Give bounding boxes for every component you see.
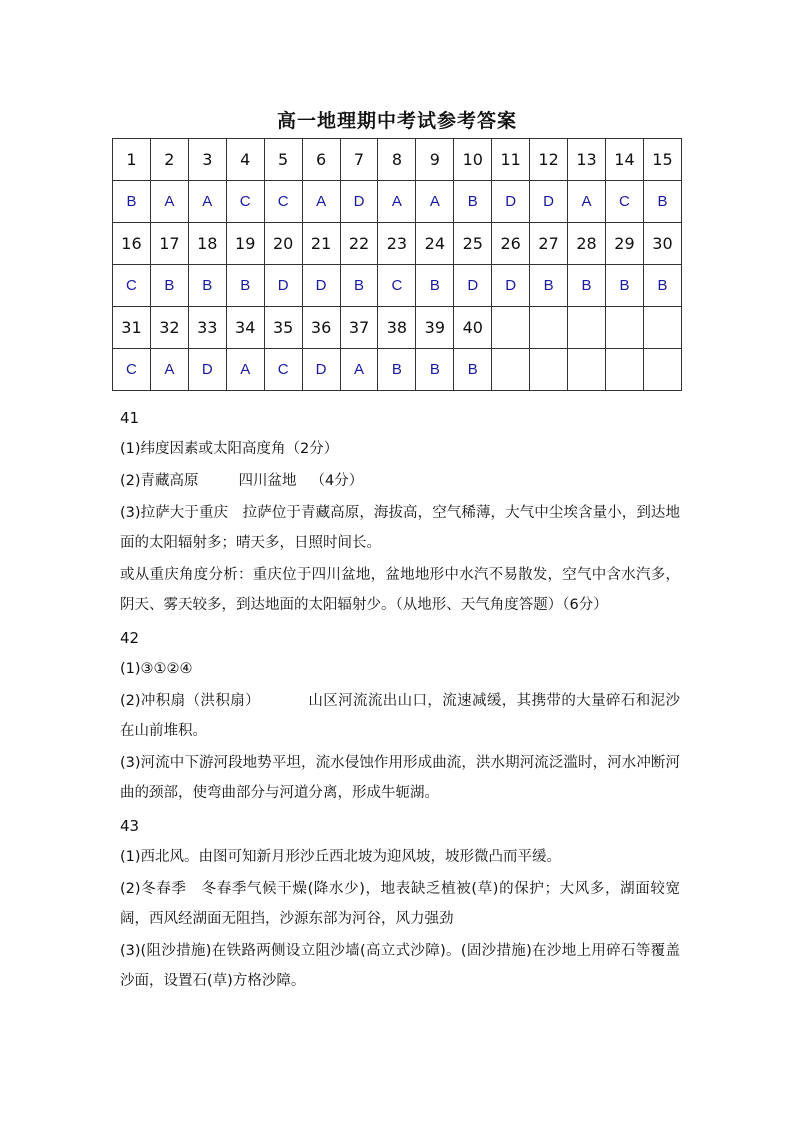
question-number-cell: 11: [492, 139, 530, 181]
answer-cell: C: [264, 181, 302, 223]
question-number-cell: 26: [492, 223, 530, 265]
question-number-cell: 27: [530, 223, 568, 265]
question-number-cell: 12: [530, 139, 568, 181]
answer-cell: D: [340, 181, 378, 223]
question-number-cell: 8: [378, 139, 416, 181]
question-number-row: [113, 139, 682, 181]
question-number-cell: 21: [302, 223, 340, 265]
question-number-cell: 4: [226, 139, 264, 181]
question-41-number: 41: [120, 409, 140, 427]
answer-cell: B: [643, 265, 681, 307]
question-number-cell: [568, 307, 606, 349]
question-number-row: [113, 223, 682, 265]
question-number-cell: 36: [302, 307, 340, 349]
answer-cell: C: [113, 265, 151, 307]
question-number-cell: 37: [340, 307, 378, 349]
answer-cell: B: [530, 265, 568, 307]
question-number-cell: 25: [454, 223, 492, 265]
answer-cell: D: [530, 181, 568, 223]
question-number-cell: 39: [416, 307, 454, 349]
q42-part2-b: 山区河流流出山口，流速减缓，其携带的大量碎石和泥沙在山前堆积。: [120, 693, 680, 739]
answer-cell: B: [226, 265, 264, 307]
page-title: 高一地理期中考试参考答案: [276, 110, 517, 132]
question-number-cell: 34: [226, 307, 264, 349]
q42-part3: (3)河流中下游河段地势平坦，流水侵蚀作用形成曲流，洪水期河流泛滥时，河水冲断河曲的颈部，使弯曲部分与河道分离，形成牛轭湖。: [120, 755, 680, 801]
answer-cell: D: [302, 349, 340, 391]
question-number-cell: 35: [264, 307, 302, 349]
question-number-cell: 9: [416, 139, 454, 181]
question-number-cell: 7: [340, 139, 378, 181]
question-number-cell: 6: [302, 139, 340, 181]
question-number-cell: 13: [568, 139, 606, 181]
answer-cell: [643, 349, 681, 391]
q43-part2: (2)冬春季 冬春季气候干燥(降水少)，地表缺乏植被(草)的保护；大风多，湖面较宽阔，西风经湖面无阻挡，沙源东部为河谷，风力强劲: [120, 881, 680, 927]
q41-part2-b: 四川盆地: [238, 473, 297, 489]
question-number-cell: 19: [226, 223, 264, 265]
answer-cell: D: [302, 265, 340, 307]
answer-row: [113, 265, 682, 307]
answer-cell: A: [150, 181, 188, 223]
q41-part2-c: （4分）: [310, 473, 364, 489]
question-number-cell: [605, 307, 643, 349]
question-number-cell: 38: [378, 307, 416, 349]
answer-row: [113, 349, 682, 391]
answer-cell: D: [188, 349, 226, 391]
answer-cell: B: [416, 349, 454, 391]
answer-cell: C: [264, 349, 302, 391]
question-number-cell: 29: [605, 223, 643, 265]
question-number-cell: 17: [150, 223, 188, 265]
question-number-cell: 24: [416, 223, 454, 265]
answer-cell: B: [378, 349, 416, 391]
q41-part3: (3)拉萨大于重庆 拉萨位于青藏高原，海拔高，空气稀薄，大气中尘埃含量小，到达地面的太阳辐射多；晴天多，日照时间长。: [120, 505, 680, 551]
answer-cell: A: [340, 349, 378, 391]
question-number-cell: 10: [454, 139, 492, 181]
question-number-cell: 22: [340, 223, 378, 265]
question-number-cell: 1: [113, 139, 151, 181]
question-number-cell: [492, 307, 530, 349]
answer-cell: B: [454, 349, 492, 391]
question-number-row: [113, 307, 682, 349]
answer-cell: A: [568, 181, 606, 223]
answer-cell: [492, 349, 530, 391]
answer-cell: B: [150, 265, 188, 307]
question-42-number: 42: [120, 629, 140, 647]
answer-cell: B: [643, 181, 681, 223]
answer-cell: D: [264, 265, 302, 307]
answer-cell: D: [492, 181, 530, 223]
question-number-cell: 5: [264, 139, 302, 181]
q41-part2: [120, 466, 680, 496]
question-number-cell: 30: [643, 223, 681, 265]
question-number-cell: 23: [378, 223, 416, 265]
answer-cell: C: [113, 349, 151, 391]
question-number-cell: 3: [188, 139, 226, 181]
answer-cell: B: [416, 265, 454, 307]
question-number-cell: 31: [113, 307, 151, 349]
answer-text: [120, 400, 680, 998]
answer-cell: A: [188, 181, 226, 223]
answer-cell: D: [454, 265, 492, 307]
question-number-cell: 14: [605, 139, 643, 181]
answer-cell: C: [226, 181, 264, 223]
answer-cell: [568, 349, 606, 391]
q41-part4: 或从重庆角度分析：重庆位于四川盆地，盆地地形中水汽不易散发，空气中含水汽多，阴天、雾天较多，到达地面的太阳辐射少。（从地形、天气角度答题）（6分）: [120, 567, 680, 613]
answer-cell: B: [340, 265, 378, 307]
question-number-cell: 33: [188, 307, 226, 349]
q41-part2-a: (2)青藏高原: [120, 473, 199, 489]
q42-part1: (1)③①②④: [120, 661, 193, 677]
question-number-cell: 28: [568, 223, 606, 265]
q42-part2-a: (2)冲积扇（洪积扇）: [120, 693, 260, 709]
question-number-cell: 16: [113, 223, 151, 265]
question-number-cell: 32: [150, 307, 188, 349]
q43-part1: (1)西北风。由图可知新月形沙丘西北坡为迎风坡，坡形微凸而平缓。: [120, 849, 562, 865]
answer-cell: A: [416, 181, 454, 223]
answer-cell: B: [454, 181, 492, 223]
answer-table: [112, 138, 682, 391]
answer-cell: D: [492, 265, 530, 307]
question-number-cell: 2: [150, 139, 188, 181]
answer-cell: A: [150, 349, 188, 391]
answer-cell: [605, 349, 643, 391]
answer-cell: [530, 349, 568, 391]
answer-cell: C: [378, 265, 416, 307]
answer-cell: C: [605, 181, 643, 223]
question-43-number: 43: [120, 817, 140, 835]
question-number-cell: 18: [188, 223, 226, 265]
answer-cell: A: [378, 181, 416, 223]
answer-cell: B: [568, 265, 606, 307]
q41-part1: (1)纬度因素或太阳高度角（2分）: [120, 441, 339, 457]
answer-row: [113, 181, 682, 223]
question-number-cell: 15: [643, 139, 681, 181]
question-number-cell: [643, 307, 681, 349]
answer-cell: B: [113, 181, 151, 223]
question-number-cell: 40: [454, 307, 492, 349]
q42-part2: [120, 686, 680, 746]
question-number-cell: 20: [264, 223, 302, 265]
answer-cell: A: [226, 349, 264, 391]
answer-cell: B: [605, 265, 643, 307]
answer-cell: A: [302, 181, 340, 223]
question-number-cell: [530, 307, 568, 349]
q43-part3: (3)(阻沙措施)在铁路两侧设立阻沙墙(高立式沙障)。(固沙措施)在沙地上用碎石等覆盖沙面，设置石(草)方格沙障。: [120, 943, 680, 989]
answer-cell: B: [188, 265, 226, 307]
